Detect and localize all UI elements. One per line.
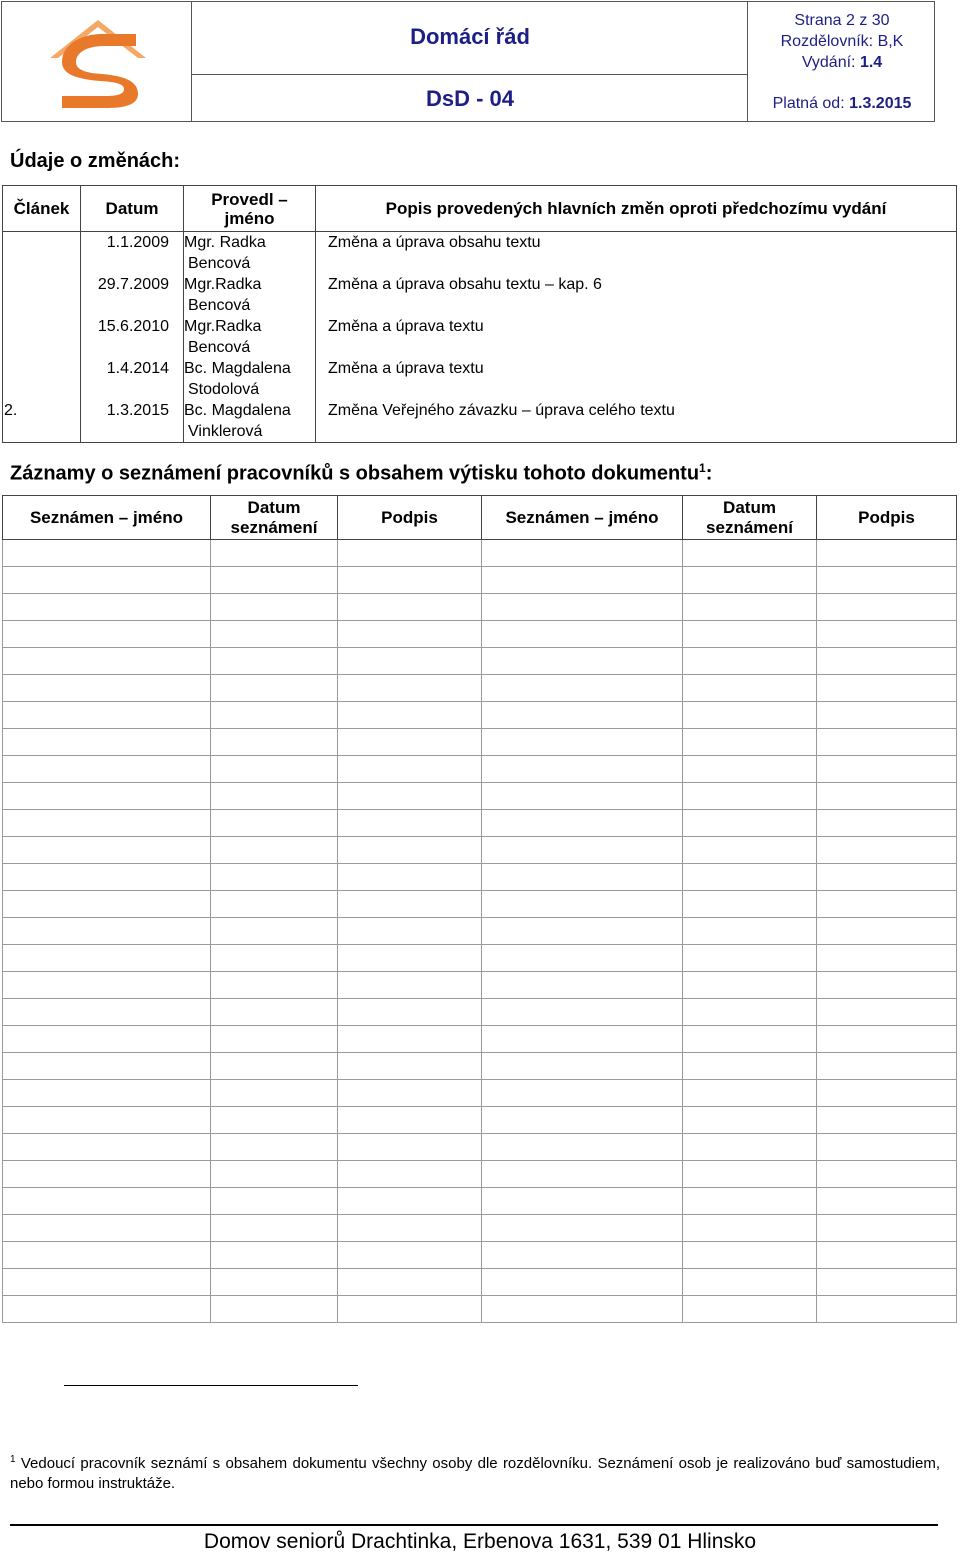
- name-cell[interactable]: [482, 945, 683, 972]
- date-cell[interactable]: [683, 1269, 817, 1296]
- change-description: Změna a úprava textu: [328, 318, 484, 335]
- date-cell[interactable]: [211, 621, 338, 648]
- name-cell[interactable]: [482, 972, 683, 999]
- record-row: [3, 648, 957, 675]
- column-header-name: Seznámen – jméno: [3, 496, 211, 540]
- date-cell[interactable]: [211, 1161, 338, 1188]
- signature-cell[interactable]: [338, 918, 482, 945]
- signature-cell[interactable]: [817, 1269, 957, 1296]
- records-heading-text: Záznamy o seznámení pracovníků s obsahem výtisku tohoto dokumentu: [10, 462, 700, 485]
- record-row: [3, 729, 957, 756]
- name-cell[interactable]: [482, 756, 683, 783]
- record-row: [3, 918, 957, 945]
- date-cell[interactable]: [211, 1053, 338, 1080]
- change-author-line: Bencová: [188, 255, 251, 272]
- change-description: Změna a úprava obsahu textu – kap. 6: [328, 276, 602, 293]
- change-author-line: Vinklerová: [188, 423, 263, 440]
- signature-cell[interactable]: [338, 999, 482, 1026]
- date-cell[interactable]: [683, 864, 817, 891]
- record-row: [3, 945, 957, 972]
- signature-cell[interactable]: [817, 1026, 957, 1053]
- edition-value: 1.4: [859, 54, 883, 71]
- signature-cell[interactable]: [338, 594, 482, 621]
- date-cell[interactable]: [683, 729, 817, 756]
- date-cell[interactable]: [211, 729, 338, 756]
- date-cell[interactable]: [683, 999, 817, 1026]
- record-row: [3, 594, 957, 621]
- record-row: [3, 1134, 957, 1161]
- changes-header-row: [3, 186, 957, 232]
- date-cell[interactable]: [683, 1134, 817, 1161]
- date-cell[interactable]: [683, 1296, 817, 1323]
- name-cell[interactable]: [3, 999, 211, 1026]
- record-row: [3, 999, 957, 1026]
- record-row: [3, 783, 957, 810]
- organization-logo: [42, 18, 154, 110]
- name-cell[interactable]: [482, 837, 683, 864]
- column-header-date: Datum seznámení: [683, 496, 817, 540]
- signature-cell[interactable]: [338, 864, 482, 891]
- signature-cell[interactable]: [338, 1107, 482, 1134]
- date-cell[interactable]: [211, 1215, 338, 1242]
- name-cell[interactable]: [3, 729, 211, 756]
- change-author: [184, 274, 316, 316]
- valid-from-label: Platná od:: [772, 95, 845, 112]
- name-cell[interactable]: [3, 1215, 211, 1242]
- signature-cell[interactable]: [338, 1161, 482, 1188]
- record-row: [3, 1080, 957, 1107]
- records-heading-suffix: :: [705, 462, 713, 485]
- name-cell[interactable]: [482, 1215, 683, 1242]
- change-row: [3, 232, 957, 275]
- signature-cell[interactable]: [817, 1161, 957, 1188]
- signature-cell[interactable]: [338, 1053, 482, 1080]
- valid-from: [748, 95, 936, 113]
- date-cell[interactable]: [683, 1215, 817, 1242]
- change-date: 1.4.2014: [81, 358, 184, 400]
- name-cell[interactable]: [482, 1026, 683, 1053]
- record-row: [3, 810, 957, 837]
- header-divider: [192, 74, 748, 75]
- signature-cell[interactable]: [817, 1188, 957, 1215]
- signature-cell[interactable]: [338, 783, 482, 810]
- change-author-line: Bencová: [188, 297, 251, 314]
- name-cell[interactable]: [482, 567, 683, 594]
- date-cell[interactable]: [211, 1134, 338, 1161]
- date-cell[interactable]: [211, 864, 338, 891]
- name-cell[interactable]: [482, 1188, 683, 1215]
- acknowledgement-table: [2, 495, 957, 1323]
- signature-cell[interactable]: [338, 945, 482, 972]
- record-row: [3, 1107, 957, 1134]
- date-cell[interactable]: [683, 648, 817, 675]
- name-cell[interactable]: [3, 621, 211, 648]
- name-cell[interactable]: [482, 1080, 683, 1107]
- signature-cell[interactable]: [338, 567, 482, 594]
- date-cell[interactable]: [211, 702, 338, 729]
- name-cell[interactable]: [482, 594, 683, 621]
- name-cell[interactable]: [482, 702, 683, 729]
- distribution-list: Rozdělovník: B,K: [780, 33, 904, 50]
- date-cell[interactable]: [683, 1053, 817, 1080]
- date-cell[interactable]: [683, 702, 817, 729]
- signature-cell[interactable]: [817, 810, 957, 837]
- date-cell[interactable]: [683, 1161, 817, 1188]
- signature-cell[interactable]: [817, 783, 957, 810]
- date-cell[interactable]: [683, 621, 817, 648]
- column-header-description: Popis provedených hlavních změn oproti předchozímu vydání: [316, 186, 957, 232]
- name-cell[interactable]: [3, 891, 211, 918]
- column-header-date: Datum seznámení: [211, 496, 338, 540]
- name-cell[interactable]: [3, 648, 211, 675]
- signature-cell[interactable]: [338, 1026, 482, 1053]
- signature-cell[interactable]: [338, 1242, 482, 1269]
- name-cell[interactable]: [3, 1242, 211, 1269]
- record-row: [3, 1269, 957, 1296]
- signature-cell[interactable]: [338, 1296, 482, 1323]
- signature-cell[interactable]: [817, 594, 957, 621]
- signature-cell[interactable]: [338, 972, 482, 999]
- change-date: 1.3.2015: [81, 400, 184, 443]
- name-cell[interactable]: [482, 1161, 683, 1188]
- document-title: Domácí řád: [410, 24, 530, 49]
- name-cell[interactable]: [482, 675, 683, 702]
- date-cell[interactable]: [683, 567, 817, 594]
- change-row: [3, 316, 957, 358]
- date-cell[interactable]: [211, 648, 338, 675]
- name-cell[interactable]: [482, 729, 683, 756]
- edition: [748, 54, 936, 72]
- date-cell[interactable]: [211, 675, 338, 702]
- changes-heading: Údaje o změnách:: [10, 150, 181, 172]
- signature-cell[interactable]: [817, 891, 957, 918]
- signature-cell[interactable]: [338, 1215, 482, 1242]
- signature-cell[interactable]: [817, 972, 957, 999]
- name-cell[interactable]: [3, 1107, 211, 1134]
- name-cell[interactable]: [482, 1269, 683, 1296]
- record-row: [3, 837, 957, 864]
- name-cell[interactable]: [482, 999, 683, 1026]
- change-author: [184, 400, 316, 443]
- date-cell[interactable]: [211, 1188, 338, 1215]
- signature-cell[interactable]: [817, 567, 957, 594]
- change-author-line: Bc. Magdalena: [184, 360, 291, 377]
- column-header-author: Provedl – jméno: [184, 186, 316, 232]
- signature-cell[interactable]: [338, 675, 482, 702]
- name-cell[interactable]: [3, 1161, 211, 1188]
- record-row: [3, 1296, 957, 1323]
- name-cell[interactable]: [482, 891, 683, 918]
- change-date: 15.6.2010: [81, 316, 184, 358]
- signature-cell[interactable]: [817, 1080, 957, 1107]
- name-cell[interactable]: [482, 621, 683, 648]
- signature-cell[interactable]: [817, 1107, 957, 1134]
- record-row: [3, 1215, 957, 1242]
- date-cell[interactable]: [683, 1107, 817, 1134]
- signature-cell[interactable]: [338, 648, 482, 675]
- signature-cell[interactable]: [817, 1242, 957, 1269]
- date-cell[interactable]: [211, 783, 338, 810]
- document-code: DsD - 04: [425, 86, 515, 111]
- date-cell[interactable]: [211, 567, 338, 594]
- record-row: [3, 540, 957, 567]
- name-cell[interactable]: [482, 1107, 683, 1134]
- signature-cell[interactable]: [338, 702, 482, 729]
- name-cell[interactable]: [3, 864, 211, 891]
- name-cell[interactable]: [3, 783, 211, 810]
- date-cell[interactable]: [683, 783, 817, 810]
- date-cell[interactable]: [683, 540, 817, 567]
- date-cell[interactable]: [683, 972, 817, 999]
- change-author-line: Mgr.Radka: [184, 318, 262, 335]
- signature-cell[interactable]: [817, 1296, 957, 1323]
- change-description: Změna a úprava obsahu textu: [328, 234, 541, 251]
- signature-cell[interactable]: [338, 1080, 482, 1107]
- column-header-signature: Podpis: [338, 496, 482, 540]
- edition-label: Vydání:: [801, 54, 856, 71]
- column-header-signature: Podpis: [817, 496, 957, 540]
- column-header-name: Seznámen – jméno: [482, 496, 683, 540]
- signature-cell[interactable]: [817, 918, 957, 945]
- date-cell[interactable]: [683, 837, 817, 864]
- signature-cell[interactable]: [338, 1134, 482, 1161]
- date-cell[interactable]: [683, 675, 817, 702]
- name-cell[interactable]: [482, 864, 683, 891]
- name-cell[interactable]: [482, 1242, 683, 1269]
- change-description: Změna a úprava textu: [328, 360, 484, 377]
- date-cell[interactable]: [211, 837, 338, 864]
- date-cell[interactable]: [211, 540, 338, 567]
- change-author-line: Mgr.Radka: [184, 276, 262, 293]
- name-cell[interactable]: [482, 810, 683, 837]
- change-author-line: Bc. Magdalena: [184, 402, 291, 419]
- name-cell[interactable]: [482, 783, 683, 810]
- signature-cell[interactable]: [817, 621, 957, 648]
- name-cell[interactable]: [3, 1296, 211, 1323]
- date-cell[interactable]: [211, 1080, 338, 1107]
- signature-cell[interactable]: [817, 729, 957, 756]
- date-cell[interactable]: [683, 1188, 817, 1215]
- signature-cell[interactable]: [817, 837, 957, 864]
- signature-cell[interactable]: [817, 648, 957, 675]
- date-cell[interactable]: [211, 1107, 338, 1134]
- change-row: [3, 274, 957, 316]
- page-number: Strana 2 z 30: [794, 12, 890, 29]
- signature-cell[interactable]: [817, 675, 957, 702]
- signature-cell[interactable]: [817, 1134, 957, 1161]
- record-row: [3, 1026, 957, 1053]
- date-cell[interactable]: [211, 891, 338, 918]
- name-cell[interactable]: [482, 648, 683, 675]
- valid-from-value: 1.3.2015: [849, 95, 912, 112]
- name-cell[interactable]: [3, 540, 211, 567]
- footnote-ref: 1: [699, 461, 706, 475]
- footnote: [10, 1450, 940, 1494]
- record-row: [3, 1161, 957, 1188]
- changes-table: [2, 185, 957, 443]
- change-date: 1.1.2009: [81, 232, 184, 275]
- change-article: [3, 316, 81, 358]
- record-row: [3, 864, 957, 891]
- record-row: [3, 1242, 957, 1269]
- date-cell[interactable]: [211, 756, 338, 783]
- signature-cell[interactable]: [338, 1269, 482, 1296]
- date-cell[interactable]: [683, 891, 817, 918]
- footnote-separator: [64, 1385, 358, 1386]
- name-cell[interactable]: [3, 837, 211, 864]
- footer-rule: [10, 1524, 938, 1526]
- record-row: [3, 1188, 957, 1215]
- signature-cell[interactable]: [338, 540, 482, 567]
- document-header: [1, 1, 935, 122]
- date-cell[interactable]: [211, 810, 338, 837]
- date-cell[interactable]: [211, 1026, 338, 1053]
- date-cell[interactable]: [683, 810, 817, 837]
- record-row: [3, 1053, 957, 1080]
- signature-cell[interactable]: [338, 891, 482, 918]
- signature-cell[interactable]: [817, 864, 957, 891]
- date-cell[interactable]: [683, 945, 817, 972]
- record-row: [3, 567, 957, 594]
- column-header-date: Datum: [81, 186, 184, 232]
- date-cell[interactable]: [211, 972, 338, 999]
- change-author: [184, 316, 316, 358]
- date-cell[interactable]: [683, 594, 817, 621]
- records-header-row: [3, 496, 957, 540]
- change-row: [3, 400, 957, 443]
- signature-cell[interactable]: [817, 756, 957, 783]
- name-cell[interactable]: [3, 756, 211, 783]
- name-cell[interactable]: [3, 810, 211, 837]
- footnote-text: Vedoucí pracovník seznámí s obsahem dokumentu všechny osoby dle rozdělovníku. Seznámení osob je realizováno buď samostudiem, nebo formou instruktáže.: [10, 1455, 940, 1492]
- signature-cell[interactable]: [338, 810, 482, 837]
- change-author-line: Mgr. Radka: [184, 234, 266, 251]
- record-row: [3, 756, 957, 783]
- date-cell[interactable]: [211, 1269, 338, 1296]
- change-author: [184, 232, 316, 275]
- signature-cell[interactable]: [817, 945, 957, 972]
- name-cell[interactable]: [3, 702, 211, 729]
- date-cell[interactable]: [683, 1026, 817, 1053]
- change-row: [3, 358, 957, 400]
- signature-cell[interactable]: [338, 756, 482, 783]
- name-cell[interactable]: [482, 540, 683, 567]
- name-cell[interactable]: [3, 972, 211, 999]
- name-cell[interactable]: [3, 1188, 211, 1215]
- change-author-line: Stodolová: [188, 381, 260, 398]
- name-cell[interactable]: [3, 1134, 211, 1161]
- page-footer: Domov seniorů Drachtinka, Erbenova 1631, 539 01 Hlinsko: [203, 1530, 757, 1553]
- name-cell[interactable]: [3, 1026, 211, 1053]
- date-cell[interactable]: [211, 1242, 338, 1269]
- signature-cell[interactable]: [817, 999, 957, 1026]
- date-cell[interactable]: [211, 1296, 338, 1323]
- change-article: 2.: [3, 400, 81, 443]
- record-row: [3, 972, 957, 999]
- change-description: Změna Veřejného závazku – úprava celého textu: [328, 402, 675, 419]
- change-article: [3, 232, 81, 275]
- name-cell[interactable]: [3, 567, 211, 594]
- change-date: 29.7.2009: [81, 274, 184, 316]
- date-cell[interactable]: [683, 756, 817, 783]
- record-row: [3, 891, 957, 918]
- change-article: [3, 358, 81, 400]
- date-cell[interactable]: [683, 1242, 817, 1269]
- name-cell[interactable]: [482, 918, 683, 945]
- signature-cell[interactable]: [817, 1053, 957, 1080]
- date-cell[interactable]: [211, 594, 338, 621]
- name-cell[interactable]: [3, 675, 211, 702]
- signature-cell[interactable]: [338, 837, 482, 864]
- records-heading: [10, 461, 712, 486]
- signature-cell[interactable]: [817, 540, 957, 567]
- signature-cell[interactable]: [338, 1188, 482, 1215]
- signature-cell[interactable]: [338, 621, 482, 648]
- name-cell[interactable]: [3, 1053, 211, 1080]
- signature-cell[interactable]: [817, 1215, 957, 1242]
- date-cell[interactable]: [683, 1080, 817, 1107]
- date-cell[interactable]: [211, 918, 338, 945]
- signature-cell[interactable]: [338, 729, 482, 756]
- date-cell[interactable]: [211, 945, 338, 972]
- change-article: [3, 274, 81, 316]
- footnote-number: 1: [10, 1454, 16, 1465]
- record-row: [3, 675, 957, 702]
- name-cell[interactable]: [3, 918, 211, 945]
- name-cell[interactable]: [3, 1269, 211, 1296]
- name-cell[interactable]: [3, 945, 211, 972]
- signature-cell[interactable]: [817, 702, 957, 729]
- name-cell[interactable]: [482, 1053, 683, 1080]
- name-cell[interactable]: [3, 1080, 211, 1107]
- column-header-article: Článek: [3, 186, 81, 232]
- record-row: [3, 702, 957, 729]
- change-author-line: Bencová: [188, 339, 251, 356]
- name-cell[interactable]: [482, 1134, 683, 1161]
- date-cell[interactable]: [683, 918, 817, 945]
- date-cell[interactable]: [211, 999, 338, 1026]
- name-cell[interactable]: [3, 594, 211, 621]
- record-row: [3, 621, 957, 648]
- change-author: [184, 358, 316, 400]
- name-cell[interactable]: [482, 1296, 683, 1323]
